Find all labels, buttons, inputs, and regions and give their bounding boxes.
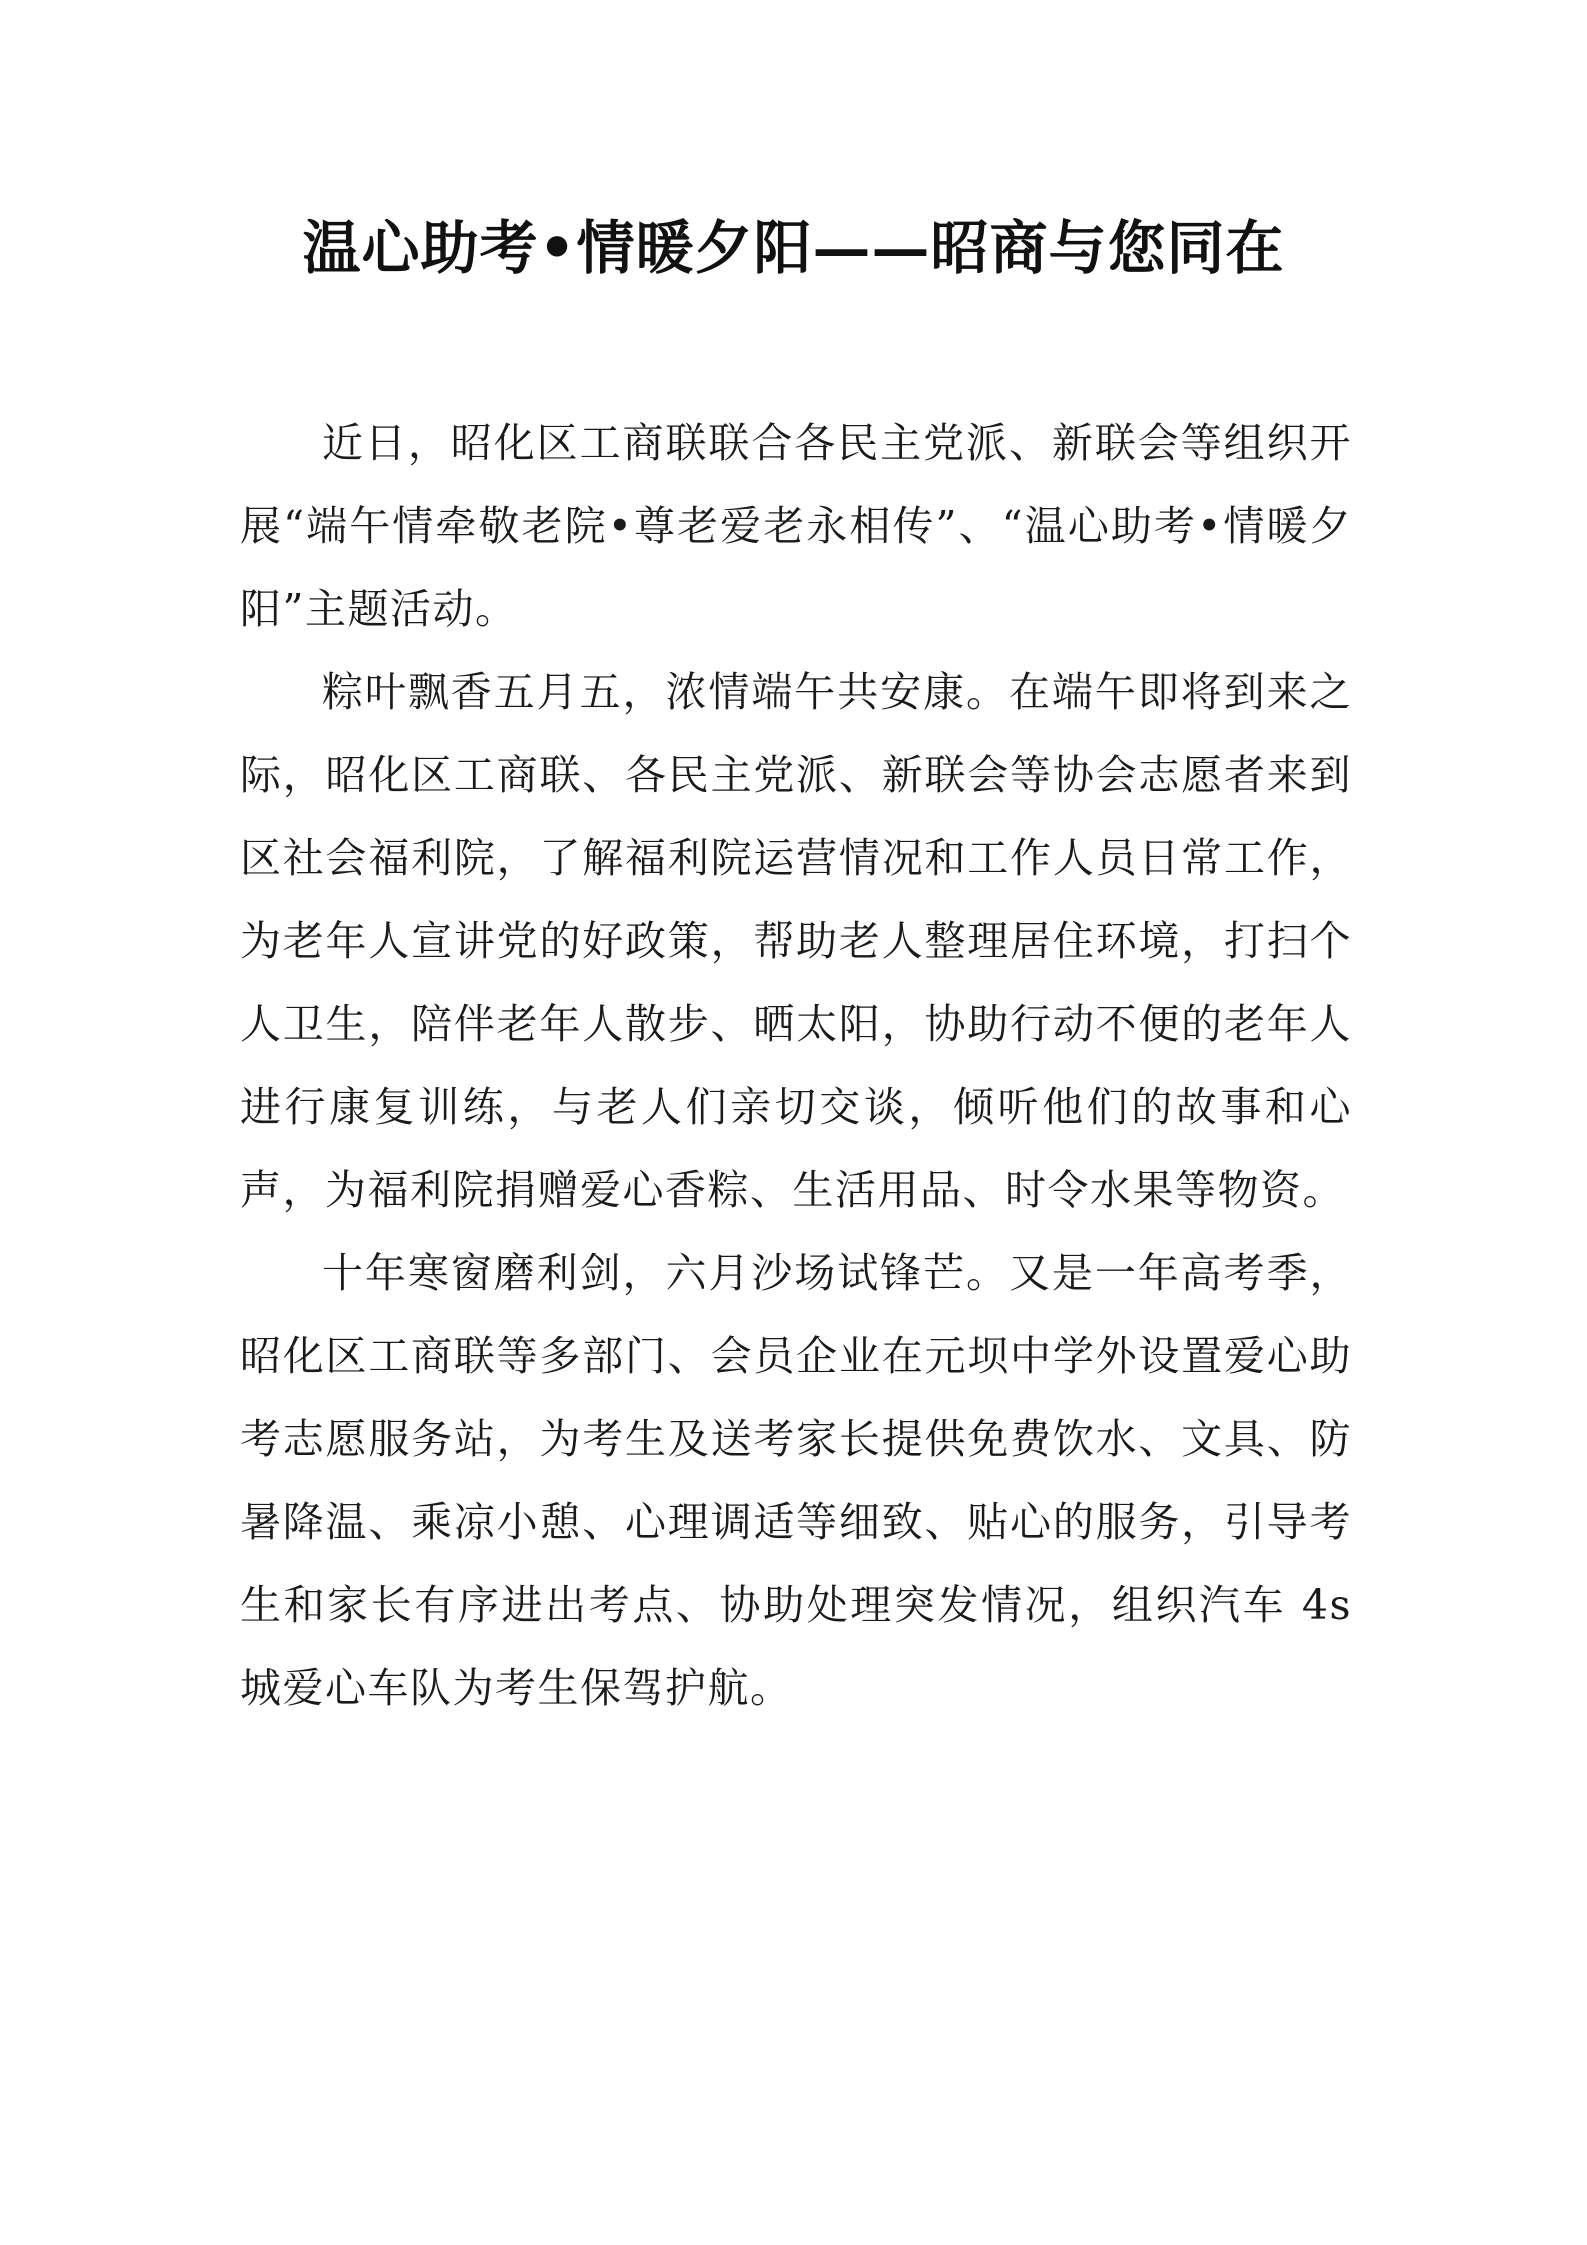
paragraph-intro: 近日，昭化区工商联联合各民主党派、新联会等组织开展“端午情牵敬老院•尊老爱老永相传”、“温心助考•情暖夕阳”主题活动。 bbox=[240, 419, 1352, 633]
paragraph-dragon-boat-festival: 粽叶飘香五月五，浓情端午共安康。在端午即将到来之际，昭化区工商联、各民主党派、新联会等协会志愿者来到区社会福利院，了解福利院运营情况和工作人员日常工作，为老年人宣讲党的好政策，帮助老人整理居住环境，打扫个人卫生，陪伴老年人散步、晒太阳，协助行动不便的老年人进行康复训练，与老人们亲切交谈，倾听他们的故事和心声，为福利院捐赠爱心香粽、生活用品、时令水果等物资。 bbox=[240, 668, 1352, 1214]
paragraph-exam-support: 十年寒窗磨利剑，六月沙场试锋芒。又是一年高考季，昭化区工商联等多部门、会员企业在元坝中学外设置爱心助考志愿服务站，为考生及送考家长提供免费饮水、文具、防暑降温、乘凉小憩、心理调适等细致、贴心的服务，引导考生和家长有序进出考点、协助处理突发情况，组织汽车 4s 城爱心车队为考生保驾护航。 bbox=[240, 1249, 1352, 1712]
document-title: 温心助考•情暖夕阳——昭商与您同在 bbox=[302, 214, 1285, 282]
document-body bbox=[240, 402, 1352, 1730]
